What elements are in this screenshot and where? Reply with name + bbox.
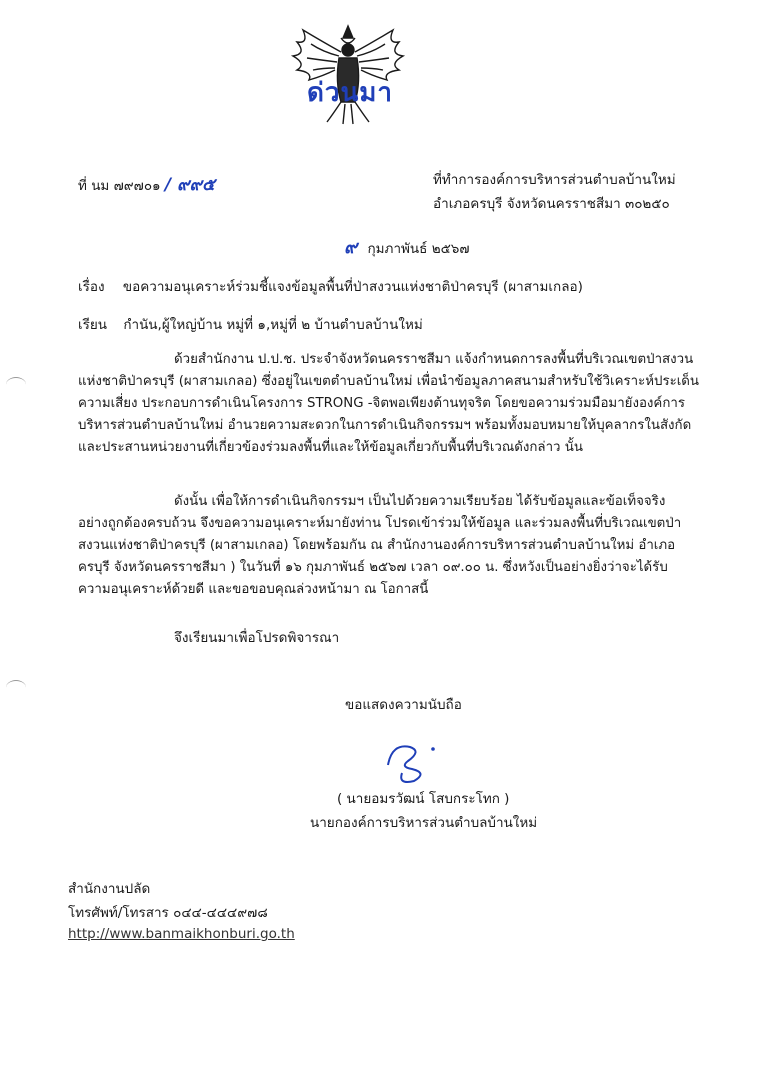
reference-number [78,171,215,198]
punch-hole-mark [6,680,26,695]
signer-position: นายกองค์การบริหารส่วนตำบลบ้านใหม่ [310,815,538,831]
paragraph-line: ความเสี่ยง ประกอบการดำเนินโครงการ STRONG -จิตพอเพียงต้านทุจริต โดยขอความร่วมมือมายังองค์การ [78,396,685,411]
paragraph-line: ด้วยสำนักงาน ป.ป.ช. ประจำจังหวัดนครราชสีมา แจ้งกำหนดการลงพื้นที่บริเวณเขตป่าสงวน [174,352,694,367]
closing-salutation: ขอแสดงความนับถือ [345,697,462,713]
body-paragraph-2 [78,491,682,601]
paragraph-line: บริหารส่วนตำบลบ้านใหม่ อำนวยความสะดวกในการดำเนินกิจกรรมฯ พร้อมทั้งมอบหมายให้บุคลากรในสังกัด [78,418,692,433]
paragraph-line: ความอนุเคราะห์ด้วยดี และขอขอบคุณล่วงหน้ามา ณ โอกาสนี้ [78,582,429,597]
recipient-text: กำนัน,ผู้ใหญ่บ้าน หมู่ที่ ๑,หมู่ที่ ๒ บ้านตำบลบ้านใหม่ [123,317,423,333]
footer-department: สำนักงานปลัด [68,881,151,897]
paragraph-line: ครบุรี จังหวัดนครราชสีมา ) ในวันที่ ๑๖ กุมภาพันธ์ ๒๕๖๗ เวลา ๐๙.๐๐ น. ซึ่งหวังเป็นอย่างยิ่งว่าจะได้รับ [78,560,668,575]
signature-image [378,735,448,785]
paragraph-line: อย่างถูกต้องครบถ้วน จึงขอความอนุเคราะห์มายังท่าน โปรดเข้าร่วมให้ข้อมูล และร่วมลงพื้นที่บริเวณเขตป่า [78,516,682,531]
subject-text: ขอความอนุเคราะห์ร่วมชี้แจงข้อมูลพื้นที่ป่าสงวนแห่งชาติป่าครบุรี (ผาสามเกลอ) [122,279,583,295]
urgent-stamp: ด่วนมา [307,78,393,108]
paragraph-line: และประสานหน่วยงานที่เกี่ยวข้องร่วมลงพื้นที่และให้ข้อมูลเกี่ยวกับพื้นที่บริเวณดังกล่าว นั้น [78,440,583,455]
closing-request: จึงเรียนมาเพื่อโปรดพิจารณา [174,630,340,646]
footer-phone: โทรศัพท์/โทรสาร ๐๔๔-๔๔๔๙๗๘ [68,905,268,921]
ref-number: ๗๙๗๐๑ [113,178,161,194]
punch-hole-mark [6,377,26,392]
office-name: ที่ทำการองค์การบริหารส่วนตำบลบ้านใหม่ [433,172,676,188]
recipient-line [78,313,423,335]
subject-label: เรื่อง [78,279,105,295]
letter-date [344,232,470,261]
date-day: ๙ [344,237,358,258]
signer-name: ( นายอมรวัฒน์ โสบกระโทก ) [337,791,510,807]
paragraph-line: แห่งชาติป่าครบุรี (ผาสามเกลอ) ซึ่งอยู่ในเขตตำบลบ้านใหม่ เพื่อนำข้อมูลภาคสนามสำหรับใช้วิเคราะห์ประเด็น [78,374,699,389]
ref-handwritten: / ๙๙๕ [164,175,215,195]
paragraph-line: สงวนแห่งชาติป่าครบุรี (ผาสามเกลอ) โดยพร้อมกัน ณ สำนักงานองค์การบริหารส่วนตำบลบ้านใหม่ อำเภอ [78,538,676,553]
recipient-label: เรียน [78,317,108,333]
date-month-year: กุมภาพันธ์ ๒๕๖๗ [367,241,470,257]
office-address: อำเภอครบุรี จังหวัดนครราชสีมา ๓๐๒๕๐ [433,196,670,212]
ref-label: ที่ นม [78,178,110,194]
paragraph-line: ดังนั้น เพื่อให้การดำเนินกิจกรรมฯ เป็นไปด้วยความเรียบร้อย ได้รับข้อมูลและข้อเท็จจริง [174,494,666,509]
subject-line [78,275,583,297]
body-paragraph-1 [78,349,699,459]
footer-website-link[interactable]: http://www.banmaikhonburi.go.th [68,926,295,942]
